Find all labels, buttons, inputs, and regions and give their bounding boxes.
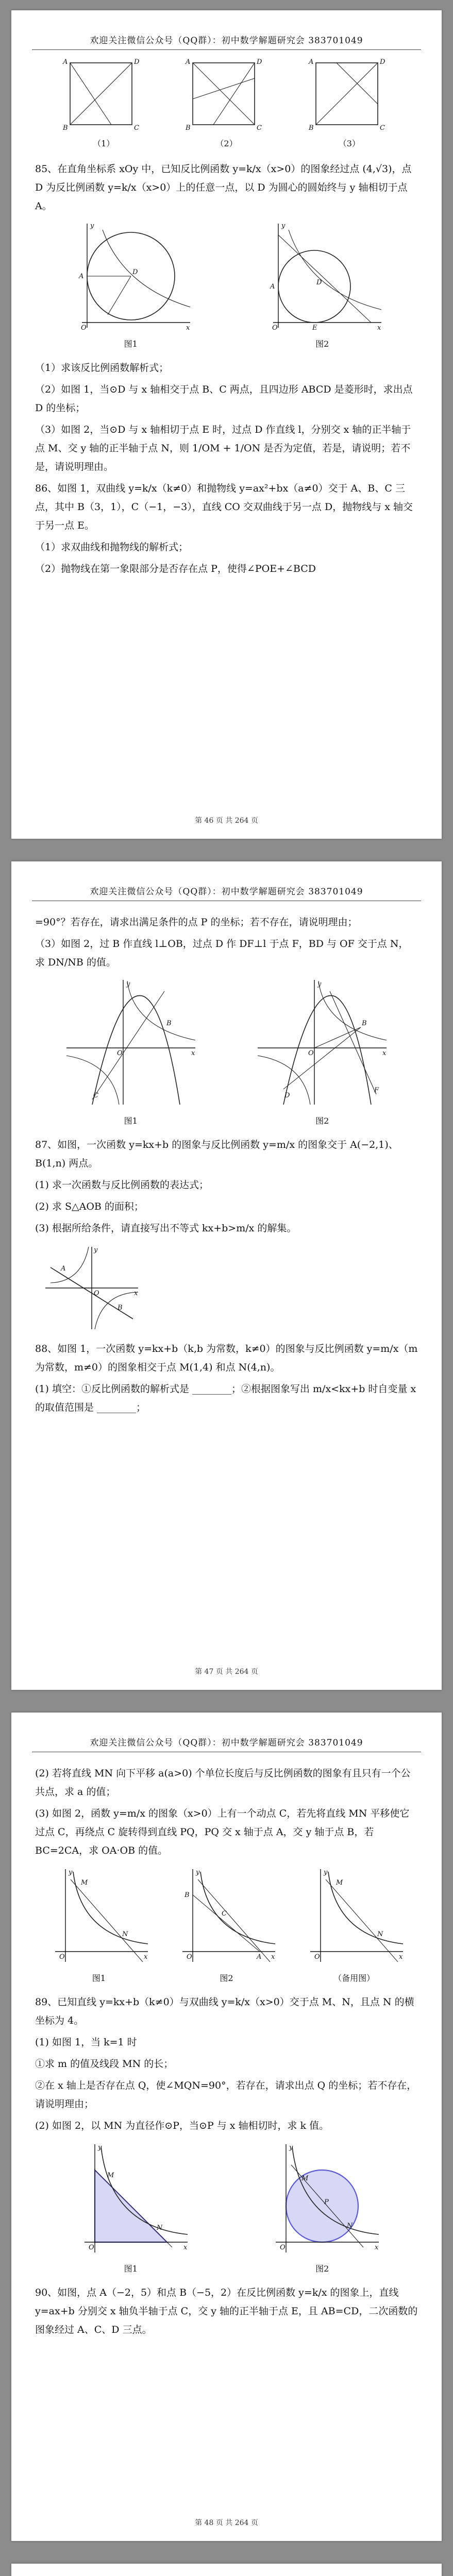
page-46 — [11, 10, 442, 839]
svg-text:E: E — [312, 324, 317, 332]
svg-text:O: O — [280, 2244, 286, 2251]
svg-text:F: F — [374, 1087, 379, 1094]
q87-figure-row — [40, 1242, 418, 1334]
svg-text:O: O — [94, 1290, 99, 1297]
svg-text:M: M — [107, 2172, 114, 2179]
svg-text:A: A — [78, 273, 84, 280]
svg-text:D: D — [132, 268, 138, 276]
q89-part-1a: ①求 m 的值及线段 MN 的长； — [35, 2058, 174, 2070]
q87-part-2: (2) 求 S△AOB 的面积； — [35, 1201, 144, 1212]
svg-text:O: O — [88, 2244, 94, 2251]
svg-text:A: A — [270, 283, 275, 291]
q89-stem: 89、已知直线 y=kx+b（k≠0）与双曲线 y=k/x（x>0）交于点 M、N，且点 N 的横坐标为 4。 — [35, 1996, 414, 2026]
q86-figures — [35, 976, 418, 1130]
svg-text:O: O — [187, 1953, 193, 1961]
q86-stem: 86、如图 1，双曲线 y=k/x（k≠0）和抛物线 y=ax²+bx（a≠0）交于 A、B、C 三点，其中 B（3，1），C（−1，−3），直线 CO 交双曲线于另一点 D，抛物线与 x 轴交于另一点 E。 — [35, 483, 413, 531]
svg-text:A: A — [61, 1265, 66, 1273]
svg-text:y: y — [324, 1869, 328, 1876]
page-48 — [11, 1713, 442, 2541]
q88-figure-1 — [45, 1864, 153, 1988]
svg-text:O: O — [272, 324, 278, 332]
svg-text:y: y — [126, 980, 130, 988]
q88-caption-3: （备用图） — [333, 1973, 375, 1983]
q88-part-1: (1) 填空：①反比例函数的解析式是 ________；②根据图象写出 m/x<kx+b 时自变量 x 的取值范围是 ________； — [35, 1383, 416, 1413]
page-48-body — [35, 1764, 418, 2342]
svg-text:x: x — [271, 1953, 275, 1961]
top-caption-3: （3） — [338, 139, 360, 148]
q86-part-1: （1）求双曲线和抛物线的解析式； — [35, 541, 189, 553]
svg-text:x: x — [377, 324, 381, 332]
svg-text:y: y — [68, 1869, 73, 1876]
svg-text:B: B — [118, 1304, 123, 1312]
svg-text:C: C — [93, 1092, 98, 1099]
q88-figure-2 — [172, 1864, 280, 1988]
q86-part-3: （3）如图 2，过 B 作直线 l⊥OB，过点 D 作 DF⊥l 于点 F，BD 与 OF 交于点 N，求 DN/NB 的值。 — [35, 938, 409, 968]
q88-figures — [35, 1864, 418, 1988]
q89-figure-2 — [260, 2139, 384, 2278]
page-header: 欢迎关注微信公众号（QQ群）：初中数学解题研究会 383701049 — [32, 1734, 421, 1752]
svg-text:A: A — [257, 1953, 262, 1961]
svg-text:A: A — [308, 58, 314, 66]
q85-figures — [35, 219, 418, 353]
svg-text:A: A — [63, 58, 68, 66]
page-footer: 第 47 页 共 264 页 — [195, 1668, 258, 1676]
svg-text:D: D — [316, 279, 322, 286]
q85-caption-1: 图1 — [124, 339, 138, 349]
q86-part-2: （2）抛物线在第一象限部分是否存在点 P，使得∠POE+∠BCD — [35, 563, 316, 574]
svg-text:D: D — [284, 1092, 290, 1099]
q85-stem: 85、在直角坐标系 xOy 中，已知反比例函数 y=k/x（x>0）的图象经过点 (4,√3)，点 D 为反比例函数 y=k/x（x>0）上的任意一点，以 D 为圆心的圆始终与 y 轴相切于点 A。 — [35, 163, 412, 212]
q89-figures — [35, 2139, 418, 2278]
q85-figure-1 — [66, 219, 195, 353]
q89-figure-1 — [69, 2139, 193, 2278]
q85-part-3: （3）如图 2，当⊙D 与 x 轴相切于点 E 时，过点 D 作直线 l，分别交 x 轴的正半轴于点 M、交 y 轴的正半轴于点 N，则 1/OM + 1/ON 是否为定值，若是，请说明；若不是，请说明理由。 — [35, 424, 411, 472]
q89-part-1b: ②在 x 轴上是否存在点 Q，使∠MQN=90°，若存在，请求出点 Q 的坐标；若不存在，请说明理由； — [35, 2080, 417, 2110]
q86-caption-2: 图2 — [315, 1116, 329, 1126]
svg-text:P: P — [324, 2198, 329, 2206]
q88-stem: 88、如图 1，一次函数 y=kx+b（k,b 为常数，k≠0）的图象与反比例函数 y=m/x（m 为常数，m≠0）的图象相交于点 M(1,4) 和点 N(4,n)。 — [35, 1343, 418, 1373]
svg-text:x: x — [183, 2244, 188, 2251]
q86-figure-2 — [253, 976, 392, 1130]
svg-text:N: N — [377, 1930, 383, 1938]
top-figures — [42, 58, 411, 149]
svg-text:y: y — [94, 1246, 98, 1254]
q88-part-2: (2) 若将直线 MN 向下平移 a(a>0) 个单位长度后与反比例函数的图象有且只有一个公共点，求 a 的值； — [35, 1768, 411, 1798]
svg-text:x: x — [375, 2244, 379, 2251]
q85-caption-2: 图2 — [315, 339, 329, 349]
svg-text:B: B — [184, 1891, 190, 1899]
svg-text:A: A — [186, 58, 191, 66]
q86-part-2-cont: =90°？若存在，请求出满足条件的点 P 的坐标；若不存在，请说明理由； — [35, 917, 358, 928]
q88-part-3: (3) 如图 2，函数 y=m/x 的图象（x>0）上有一个动点 C，若先将直线 MN 平移使它过点 C，再绕点 C 旋转得到直线 PQ，PQ 交 x 轴于点 A，交 y 轴于点 B，若 BC=2CA，求 OA·OB 的值。 — [35, 1808, 410, 1856]
svg-text:O: O — [80, 324, 87, 332]
svg-text:C: C — [222, 1910, 227, 1918]
svg-text:y: y — [196, 1869, 200, 1876]
page-footer: 第 48 页 共 264 页 — [195, 2519, 258, 2527]
page-header: 欢迎关注微信公众号（QQ群）：初中数学解题研究会 383701049 — [32, 32, 421, 50]
svg-text:M: M — [80, 1879, 88, 1887]
page-footer: 第 46 页 共 264 页 — [195, 817, 258, 825]
q89-caption-1: 图1 — [124, 2264, 138, 2274]
page-header: 欢迎关注微信公众号（QQ群）：初中数学解题研究会 383701049 — [32, 883, 421, 901]
svg-text:O: O — [59, 1953, 65, 1961]
svg-text:y: y — [317, 980, 322, 988]
svg-text:N: N — [347, 2222, 353, 2230]
svg-text:O: O — [314, 1953, 320, 1961]
svg-text:C: C — [379, 124, 385, 132]
page-49 — [11, 2564, 442, 2576]
page-47-body — [35, 913, 418, 1420]
svg-text:y: y — [90, 222, 94, 230]
top-figure-3 — [306, 58, 393, 149]
svg-text:B: B — [186, 124, 191, 132]
svg-text:M: M — [336, 1879, 343, 1887]
svg-text:D: D — [257, 58, 262, 66]
q90-stem: 90、如图，点 A（−2，5）和点 B（−5，2）在反比例函数 y=k/x 的图象上，直线 y=ax+b 分别交 x 轴负半轴于点 C，交 y 轴的正半轴于点 E，且 AB=CD，二次函数的图象经过 A、C、D 三点。 — [35, 2287, 418, 2335]
svg-text:N: N — [122, 1930, 128, 1938]
q88-caption-1: 图1 — [92, 1973, 106, 1983]
q89-part-2: (2) 如图 2，以 MN 为直径作⊙P，当⊙P 与 x 轴相切时，求 k 值。 — [35, 2120, 329, 2131]
q86-caption-1: 图1 — [124, 1116, 138, 1126]
q86-figure-1 — [61, 976, 200, 1130]
q87-part-1: (1) 求一次函数与反比例函数的表达式； — [35, 1179, 209, 1191]
q89-part-1: (1) 如图 1，当 k=1 时 — [35, 2037, 137, 2048]
svg-text:y: y — [97, 2144, 102, 2151]
top-caption-2: （2） — [215, 139, 238, 148]
q89-caption-2: 图2 — [315, 2264, 329, 2274]
svg-text:N: N — [156, 2224, 163, 2232]
svg-text:M: M — [301, 2175, 309, 2182]
q87-stem: 87、如图，一次函数 y=kx+b 的图象与反比例函数 y=m/x 的图象交于 A(−2,1)、B(1,n) 两点。 — [35, 1139, 398, 1169]
svg-text:B: B — [63, 124, 68, 132]
q85-part-1: （1）求该反比例函数解析式； — [35, 362, 169, 374]
svg-text:O: O — [308, 1049, 314, 1057]
svg-text:B: B — [308, 124, 314, 132]
svg-text:B: B — [166, 1020, 172, 1027]
svg-text:x: x — [143, 1953, 148, 1961]
svg-text:D: D — [134, 58, 140, 66]
q87-part-3: (3) 根据所给条件，请直接写出不等式 kx+b>m/x 的解集。 — [35, 1223, 297, 1234]
page-46-body — [35, 160, 418, 581]
svg-text:y: y — [281, 222, 286, 230]
svg-text:O: O — [116, 1049, 123, 1057]
svg-text:x: x — [399, 1953, 403, 1961]
svg-text:B: B — [362, 1020, 367, 1027]
q85-figure-2 — [258, 219, 387, 353]
top-figure-1 — [60, 58, 147, 149]
page-47 — [11, 861, 442, 1690]
q87-figure — [40, 1242, 143, 1334]
q85-part-2: （2）如图 1，当⊙D 与 x 轴相交于点 B、C 两点，且四边形 ABCD 是菱形时，求出点 D 的坐标； — [35, 384, 413, 414]
q88-figure-3 — [300, 1864, 408, 1988]
svg-text:y: y — [289, 2144, 293, 2151]
svg-text:x: x — [134, 1290, 138, 1297]
svg-text:x: x — [382, 1049, 387, 1057]
svg-text:x: x — [186, 324, 190, 332]
svg-text:C: C — [257, 124, 262, 132]
svg-text:x: x — [191, 1049, 195, 1057]
svg-text:C: C — [134, 124, 140, 132]
q88-caption-2: 图2 — [220, 1973, 233, 1983]
top-caption-1: （1） — [93, 139, 115, 148]
top-figure-2 — [182, 58, 270, 149]
svg-text:D: D — [379, 58, 385, 66]
